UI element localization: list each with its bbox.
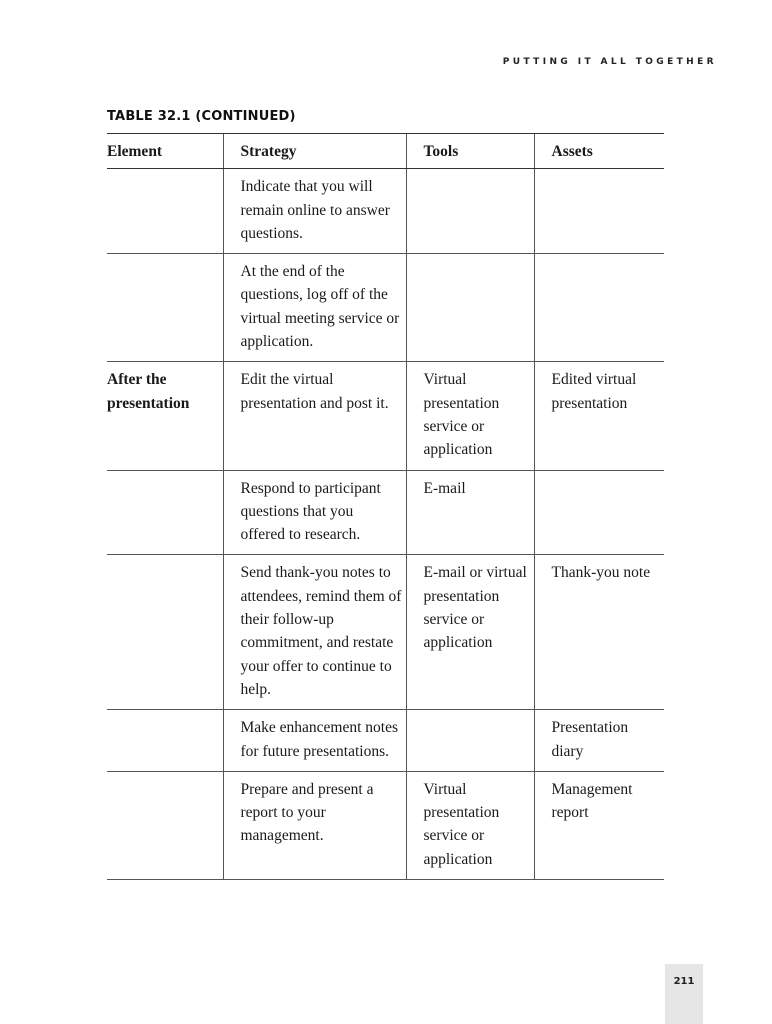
- header-element: Element: [107, 134, 223, 169]
- page-number: 211: [665, 964, 703, 1024]
- cell-strategy: Send thank-you notes to attendees, remind them of their follow-up commitment, and restate your offer to continue to help.: [223, 555, 406, 710]
- header-row: [107, 134, 664, 169]
- table-row: [107, 771, 664, 879]
- table-row: [107, 555, 664, 710]
- cell-strategy: Make enhancement notes for future presentations.: [223, 710, 406, 772]
- table-title: TABLE 32.1 (CONTINUED): [107, 109, 296, 124]
- cell-assets: [534, 254, 664, 362]
- table-row: [107, 362, 664, 470]
- header-tools: Tools: [406, 134, 534, 169]
- cell-tools: [406, 169, 534, 254]
- running-head: PUTTING IT ALL TOGETHER: [502, 57, 717, 67]
- header-strategy: Strategy: [223, 134, 406, 169]
- cell-element: [107, 254, 223, 362]
- cell-tools: Virtual presentation service or application: [406, 771, 534, 879]
- table-row: [107, 254, 664, 362]
- cell-element: After the presentation: [107, 362, 223, 470]
- cell-assets: Presentation diary: [534, 710, 664, 772]
- cell-strategy: Indicate that you will remain online to answer questions.: [223, 169, 406, 254]
- header-assets: Assets: [534, 134, 664, 169]
- cell-element: [107, 169, 223, 254]
- cell-tools: [406, 254, 534, 362]
- cell-assets: Edited virtual presentation: [534, 362, 664, 470]
- cell-strategy: Respond to participant questions that you offered to research.: [223, 470, 406, 555]
- cell-tools: Virtual presentation service or application: [406, 362, 534, 470]
- cell-element: [107, 470, 223, 555]
- table-row: [107, 710, 664, 772]
- cell-strategy: Prepare and present a report to your management.: [223, 771, 406, 879]
- cell-tools: E-mail: [406, 470, 534, 555]
- cell-tools: E-mail or virtual presentation service or application: [406, 555, 534, 710]
- cell-assets: Thank-you note: [534, 555, 664, 710]
- table-row: [107, 169, 664, 254]
- strategy-table: [107, 133, 664, 880]
- cell-tools: [406, 710, 534, 772]
- cell-assets: [534, 470, 664, 555]
- cell-assets: Management report: [534, 771, 664, 879]
- cell-assets: [534, 169, 664, 254]
- cell-element: [107, 555, 223, 710]
- table-header: [107, 134, 664, 169]
- cell-element: [107, 771, 223, 879]
- cell-strategy: Edit the virtual presentation and post it.: [223, 362, 406, 470]
- table-row: [107, 470, 664, 555]
- cell-strategy: At the end of the questions, log off of the virtual meeting service or application.: [223, 254, 406, 362]
- cell-element: [107, 710, 223, 772]
- table-body: [107, 169, 664, 880]
